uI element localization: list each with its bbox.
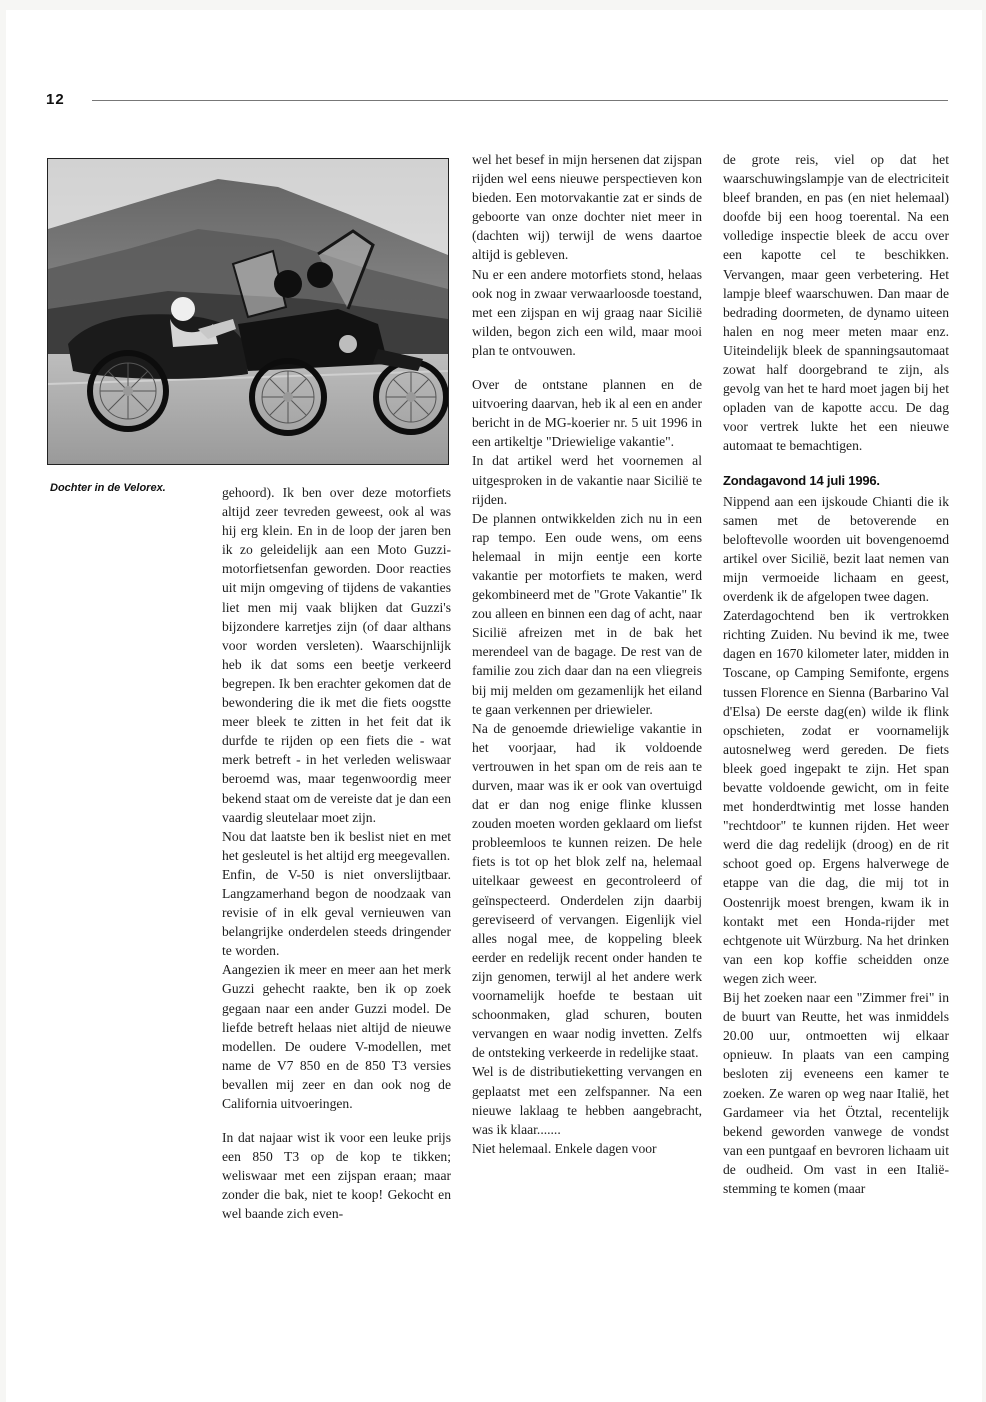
paragraph: Nou dat laatste ben ik beslist niet en met het gesleutel is het altijd erg meegevallen. (222, 828, 451, 863)
text-column-2 (472, 150, 702, 1158)
paragraph: In dat najaar wist ik voor een leuke prijs een 850 T3 op de kop te tikken; weliswaar met een zijspan eraan; maar zonder die bak, niet te koop! Gekocht en wel baande zich even- (222, 1130, 451, 1222)
header-rule (92, 100, 948, 101)
paragraph: Wel is de distributieketting vervangen en geplaatst met een zelfspanner. Na een nieuwe laklaag te hebben aangebracht, was ik klaar....... (472, 1064, 702, 1137)
paragraph: Zaterdagochtend ben ik vertrokken richting Zuiden. Nu bevind ik me, twee dagen en 1670 kilometer later, midden in Toscane, op Camping Semifonte, ergens tussen Florence en Sienna (Barbarino Val d'Elsa) De eerste dag(en) wilde ik flink opschieten, zodat er voornamelijk autosnelweg werd gereden. De fiets bleek goed ingepakt te zijn. Het span bevatte voldoende gewicht, om in feite met honderdtwintig met losse handen "rechtdoor" te kunnen rijden. Het weer werd die dag redelijk (droog) en de rit schoot goed op. Ergens halverwege de etappe van die dag, die mij tot in Oostenrijk moest brengen, kwam ik in kontakt met een Honda-rijder met echtgenote uit Würzburg. Na het drinken van een kop koffie scheidden onze wegen zich weer. (723, 608, 949, 986)
paragraph: Over de ontstane plannen en de uitvoering daarvan, heb ik al een en ander bericht in de MG-koerier nr. 5 uit 1996 in een artikeltje "Driewielige vakantie". (472, 377, 702, 450)
page-number: 12 (46, 91, 65, 108)
paragraph: Enfin, de V-50 is niet onverslijtbaar. Langzamerhand begon de noodzaak van revisie of in elk geval vernieuwen van belangrijke onderdelen steeds dringender te worden. (222, 866, 451, 959)
paragraph: De plannen ontwikkelden zich nu in een rap tempo. Een oude wens, om eens helemaal in mijn eentje een korte vakantie per motorfiets te maken, werd gekombineerd met de "Grote Vakantie" Ik zou alleen en binnen een dag of acht, naar Sicilië afreizen met in de bak het merendeel van de bagage. De rest van de familie zou zich daar dan na een vliegreis bij mij melden om gezamenlijk het eiland te gaan verkennen per driewieler. (472, 510, 702, 717)
section-heading: Zondagavond 14 juli 1996. (723, 472, 880, 488)
text-column-1 (222, 483, 451, 1224)
paragraph: Aangezien ik meer en meer aan het merk Guzzi gehecht raakte, ben ik op zoek gegaan naar een ander Guzzi model. De liefde betreft helaas niet altijd de nieuwe modellen. De oudere V-modellen, met name de V7 850 en de 850 T3 versies bevallen mij zeer en dan ook nog de California uitvoeringen. (222, 962, 451, 1111)
paragraph: de grote reis, viel op dat het waarschuwingslampje van de electriciteit bleef branden, en pas (en niet helemaal) doofde bij een hoog toerental. Na een volledige inspectie bleek de accu over een kapotte cel te beschikken. Vervangen, maar geen verbetering. Het lampje bleef waarschuwen. Dan maar de bedrading doormeten, de dynamo uiteen halen en nog meer meten maar enz. Uiteindelijk bleek de spanningsautomaat zowat half doorgebrand te zijn, als gevolg van het te hard moet jagen bij het opladen van de kapotte accu. De dag voor vertrek lukte het een nieuwe automaat te bemachtigen. (723, 152, 949, 454)
paragraph: In dat artikel werd het voornemen al uitgesproken in de vakantie naar Sicilië te rijden. (472, 453, 702, 507)
photo-caption: Dochter in de Velorex. (50, 482, 166, 494)
paragraph: Nippend aan een ijskoude Chianti die ik samen met de betoverende en beloftevolle woorden uit bovengenoemd artikel over Sicilië, bezit laat nemen van mijn vermoeide lichaam en geest, overdenk ik de afgelopen twee dagen. (723, 493, 949, 605)
paragraph: gehoord). Ik ben over deze motorfiets altijd zeer tevreden geweest, ook al was hij erg klein. En in de loop der jaren ben ik zo geleidelijk aan een Moto Guzzi-motorfietsenfan geworden. Door reacties uit mijn omgeving of tijdens de vakanties liet men mij vaak blijken dat Guzzi's bijzondere karretjes zijn (of daar althans voor worden versleten). Waarschijnlijk heb ik dat soms een beetje verkeerd begrepen. Ik ben erachter gekomen dat de bewondering die ik met die fiets oogstte meer bleek te zitten in het feit dat ik durfde te rijden op een fiets die - wat merk betreft - in het verleden weliswaar beroemd was, maar tegenwoordig meer bekend staat om de vereiste dat je dan een vaardig sleutelaar moet zijn. (222, 485, 451, 825)
sidecar-photo (47, 158, 449, 465)
paragraph: Niet helemaal. Enkele dagen voor (472, 1140, 657, 1156)
paragraph: wel het besef in mijn hersenen dat zijspan rijden wel eens nieuwe perspectieven kon bieden. Een motorvakantie zat er sinds de geboorte van onze dochter niet meer in (dachten wij) terwijl de wens daartoe altijd is gebleven. (472, 152, 702, 263)
paragraph: Nu er een andere motorfiets stond, helaas ook nog in zwaar verwaarloosde toestand, met een zijspan en wij graag naar Sicilië wilden, begon zich een wild, maar mooi plan te ontvouwen. (472, 266, 702, 358)
paragraph: Na de genoemde driewielige vakantie in het voorjaar, had ik voldoende vertrouwen in het span om de reis aan te durven, maar was ik er ook van overtuigd dat er dan nog enige flinke klussen zouden moeten worden geklaard om liefst probleemloos te kunnen reizen. De hele fiets is tot op het blok zelf na, helemaal uitelkaar geweest en gecontroleerd of geïnspecteerd. Onderdelen zijn daarbij gereviseerd of vervangen. Eigenlijk viel alles nogal mee, de koppeling bleek eerder en redelijk recent onder handen te zijn genomen, terwijl al het andere werk voornamelijk hoefde te bestaan uit schoonmaken, glad schuren, bouten vervangen en waar nodig invetten. Zelfs de ontsteking verkeerde in redelijke staat. (472, 720, 702, 1061)
text-column-3 (723, 150, 949, 1198)
paragraph: Bij het zoeken naar een "Zimmer frei" in de buurt van Reutte, het was inmiddels 20.00 uur, ontmoetten wij elkaar opnieuw. In plaats van een camping besloten zij eveneens een kamer te zoeken. Ze waren op weg naar Italië, het Gardameer via het Ötztal, recentelijk bekend geworden vanwege de vondst van een puntgaaf en bevroren lichaam uit de oudheid. Om vast in een Italië-stemming te komen (maar (723, 990, 949, 1196)
